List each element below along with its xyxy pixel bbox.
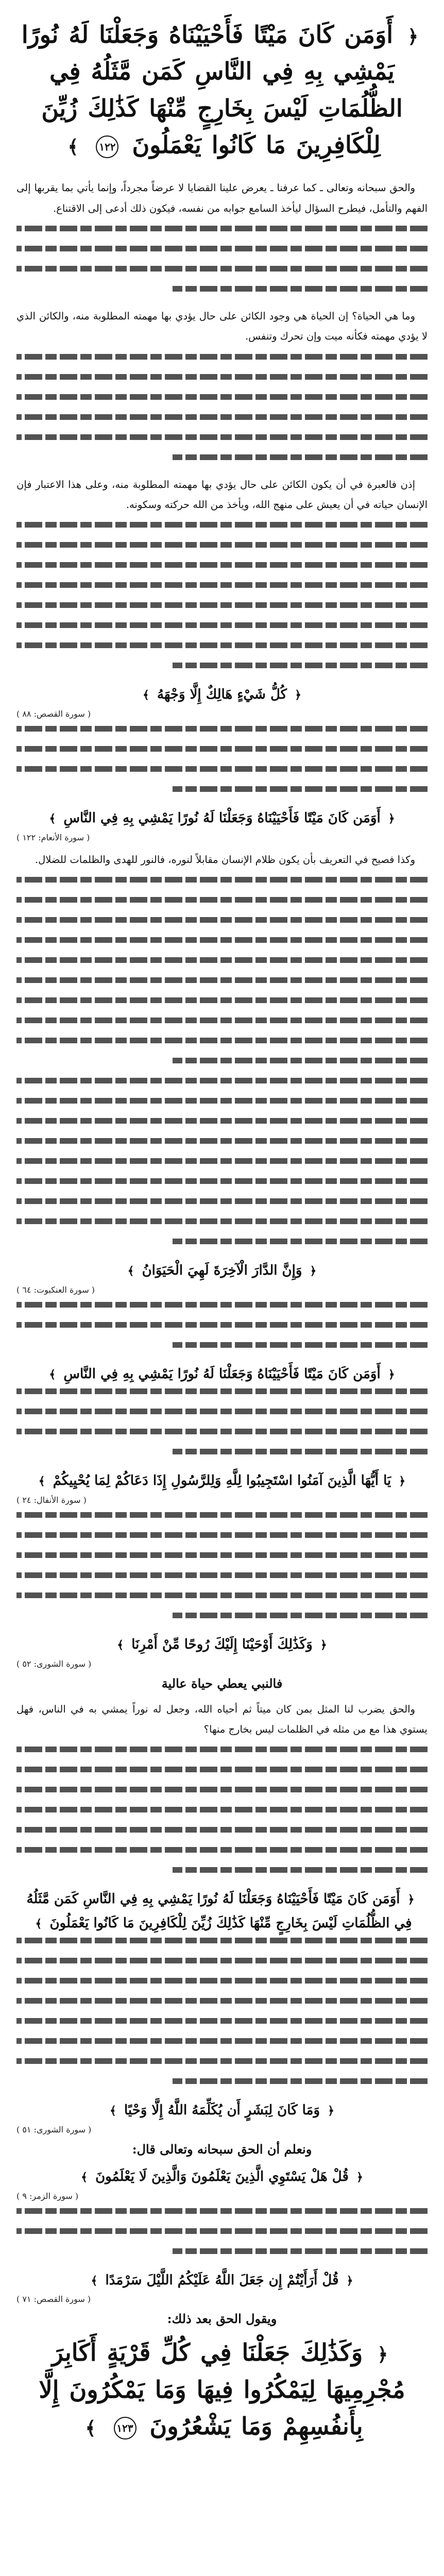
quran-citation-text: قُلْ هَلْ يَسْتَوِي الَّذِينَ يَعْلَمُونَ وَالَّذِينَ لَا يَعْلَمُونَ bbox=[95, 2168, 349, 2184]
quran-citation bbox=[16, 2165, 428, 2189]
citation-reference: ( سورة الأنعام: ١٢٢ ) bbox=[16, 833, 90, 843]
ornament-icon: ﴾ bbox=[38, 1475, 45, 1488]
paragraph: وما هي الحياة؟ إن الحياة هي وجود الكائن على حال يؤدي بها مهمته المطلوبة منه، والكائن الذي لا يؤدي مهمته فكأنه ميت وإن تحرك وتنفس. bbox=[16, 310, 428, 343]
quran-citation-text: أَوَمَن كَانَ مَيْتًا فَأَحْيَيْنَاهُ وَجَعَلْنَا لَهُ نُورًا يَمْشِي بِهِ فِي النَّاسِ كَمَن مَّثَلُهُ فِي الظُّلُمَاتِ لَيْسَ بِخَارِجٍ مِّنْهَا كَذَٰلِكَ زُيِّنَ لِلْكَافِرِينَ مَا كَانُوا يَعْمَلُونَ bbox=[26, 1891, 412, 1931]
citation-reference: ( سورة القصص: ٧١ ) bbox=[16, 2294, 91, 2304]
text-block bbox=[16, 354, 428, 460]
quran-citation bbox=[16, 1633, 428, 1657]
quran-citation bbox=[16, 2268, 428, 2293]
paragraph: والحق سبحانه وتعالى ـ كما عرفنا ـ يعرض علينا القضايا لا عرضاً مجرداً، وإنما يأتي بما يقربها إلى الفهم والتأمل، فيطرح السؤال ليأخذ السامع جوابه من نفسه، فيكون ذلك أدعى إلى الاقتناع. bbox=[16, 182, 428, 214]
quran-citation bbox=[16, 1259, 428, 1283]
ornament-icon: ﴾ bbox=[85, 2417, 96, 2439]
ornament-icon: ﴾ bbox=[49, 812, 56, 826]
ayah-number-badge: ١٢٣ bbox=[114, 2417, 136, 2439]
ornament-icon: ﴿ bbox=[346, 2274, 353, 2287]
ornament-icon: ﴾ bbox=[67, 135, 79, 158]
quran-citation bbox=[16, 683, 428, 707]
ornament-icon: ﴾ bbox=[49, 1368, 56, 1382]
ornament-icon: ﴾ bbox=[127, 1264, 134, 1278]
text-block bbox=[16, 2208, 428, 2254]
ornament-icon: ﴿ bbox=[377, 2344, 388, 2366]
ornament-icon: ﴾ bbox=[91, 2274, 98, 2287]
quran-citation-text: يَا أَيُّهَا الَّذِينَ آمَنُوا اسْتَجِيبُوا لِلَّهِ وَلِلرَّسُولِ إِذَا دَعَاكُمْ لِمَا يُحْيِيكُمْ bbox=[53, 1473, 391, 1488]
ornament-icon: ﴾ bbox=[35, 1917, 42, 1931]
text-block bbox=[16, 226, 428, 292]
text-block bbox=[16, 1388, 428, 1454]
citation-reference: ( سورة العنكبوت: ٦٤ ) bbox=[16, 1285, 95, 1295]
quran-citation-text: وَمَا كَانَ لِبَشَرٍ أَن يُكَلِّمَهُ اللَّهُ إِلَّا وَحْيًا bbox=[124, 2102, 320, 2118]
quran-citation bbox=[16, 2098, 428, 2123]
citation-reference: ( سورة الشورى: ٥٢ ) bbox=[16, 1658, 92, 1669]
ornament-icon: ﴿ bbox=[407, 26, 419, 47]
citation-reference: ( سورة الزمر: ٩ ) bbox=[16, 2191, 79, 2201]
quran-citation-text: قُلْ أَرَأَيْتُمْ إِن جَعَلَ اللَّهُ عَلَيْكُمُ اللَّيْلَ سَرْمَدًا bbox=[105, 2272, 339, 2288]
opening-verse bbox=[16, 16, 428, 163]
citation-reference: ( سورة القصص: ٨٨ ) bbox=[16, 709, 91, 719]
ornament-icon: ﴿ bbox=[320, 1638, 327, 1652]
closing-verse bbox=[16, 2334, 428, 2445]
section-heading: ونعلم أن الحق سبحانه وتعالى قال: bbox=[132, 2141, 312, 2157]
citation-reference: ( سورة الشورى: ٥١ ) bbox=[16, 2124, 92, 2134]
ornament-icon: ﴿ bbox=[356, 2170, 363, 2184]
text-block bbox=[16, 726, 428, 792]
text-block bbox=[16, 877, 428, 1063]
citation-reference: ( سورة الأنفال: ٢٤ ) bbox=[16, 1495, 87, 1505]
quran-citation-text: وَإِنَّ الدَّارَ الْآخِرَةَ لَهِيَ الْحَيَوَانُ bbox=[142, 1263, 302, 1279]
section-heading: فالنبي يعطي حياة عالية bbox=[161, 1675, 283, 1691]
ornament-icon: ﴾ bbox=[109, 2104, 116, 2117]
ornament-icon: ﴿ bbox=[407, 1893, 415, 1907]
ornament-icon: ﴿ bbox=[310, 1264, 317, 1278]
section-heading: ويقول الحق بعد ذلك: bbox=[167, 2311, 277, 2327]
quran-citation-text: وَكَذَٰلِكَ أَوْحَيْنَا إِلَيْكَ رُوحًا مِّنْ أَمْرِنَا bbox=[131, 1636, 313, 1652]
paragraph: والحق يضرب لنا المثل بمن كان ميتاً ثم أحياه الله، وجعل له نوراً يمشي به في الناس، فهل يستوي هذا مع من مثله في الظلمات ليس بخارج منها؟ bbox=[16, 1703, 428, 1735]
ayah-number-badge: ١٢٢ bbox=[96, 135, 118, 158]
ornament-icon: ﴿ bbox=[388, 812, 395, 826]
ornament-icon: ﴿ bbox=[399, 1475, 406, 1488]
ornament-icon: ﴾ bbox=[117, 1638, 124, 1652]
text-block bbox=[16, 1078, 428, 1244]
text-block bbox=[16, 1938, 428, 2084]
text-block bbox=[16, 522, 428, 668]
text-block bbox=[16, 1512, 428, 1618]
ornament-icon: ﴿ bbox=[295, 688, 301, 702]
ornament-icon: ﴿ bbox=[388, 1368, 395, 1382]
ornament-icon: ﴾ bbox=[81, 2170, 88, 2184]
quran-citation bbox=[16, 1362, 428, 1386]
paragraph: وكذا فصيح في التعريف بأن يكون ظلام الإنسان مقابلاً لنوره، فالنور للهدى والظلمات للضلال. bbox=[35, 854, 415, 866]
quran-citation-text: أَوَمَن كَانَ مَيْتًا فَأَحْيَيْنَاهُ وَجَعَلْنَا لَهُ نُورًا يَمْشِي بِهِ فِي النَّاسِ bbox=[63, 1366, 381, 1382]
text-block bbox=[16, 1302, 428, 1348]
quran-citation-text: أَوَمَن كَانَ مَيْتًا فَأَحْيَيْنَاهُ وَجَعَلْنَا لَهُ نُورًا يَمْشِي بِهِ فِي النَّاسِ bbox=[63, 810, 381, 826]
paragraph: إذن فالعبرة في أن يكون الكائن على حال يؤدي بها مهمته المطلوبة منه، وعلى هذا الاعتبار فإن الإنسان حياته في أن يعيش على منهج الله، ويأخذ من الله حركته وسكونه. bbox=[16, 478, 428, 511]
quran-citation bbox=[16, 1887, 428, 1936]
quran-citation-text: كُلُّ شَيْءٍ هَالِكٌ إِلَّا وَجْهَهُ bbox=[157, 687, 287, 703]
text-block bbox=[16, 1747, 428, 1873]
closing-verse-text: وَكَذَٰلِكَ جَعَلْنَا فِي كُلِّ قَرْيَةٍ أَكَابِرَ مُجْرِمِيهَا لِيَمْكُرُوا فِيهَا وَمَا يَمْكُرُونَ إِلَّا بِأَنفُسِهِمْ وَمَا يَشْعُرُونَ bbox=[39, 2338, 405, 2440]
quran-citation bbox=[16, 1469, 428, 1493]
opening-verse-text: أَوَمَن كَانَ مَيْتًا فَأَحْيَيْنَاهُ وَجَعَلْنَا لَهُ نُورًا يَمْشِي بِهِ فِي النَّاسِ كَمَن مَّثَلُهُ فِي الظُّلُمَاتِ لَيْسَ بِخَارِجٍ مِّنْهَا كَذَٰلِكَ زُيِّنَ لِلْكَافِرِينَ مَا كَانُوا يَعْمَلُونَ bbox=[21, 21, 403, 159]
ornament-icon: ﴾ bbox=[143, 688, 149, 702]
ornament-icon: ﴿ bbox=[328, 2104, 334, 2117]
quran-citation bbox=[16, 806, 428, 831]
